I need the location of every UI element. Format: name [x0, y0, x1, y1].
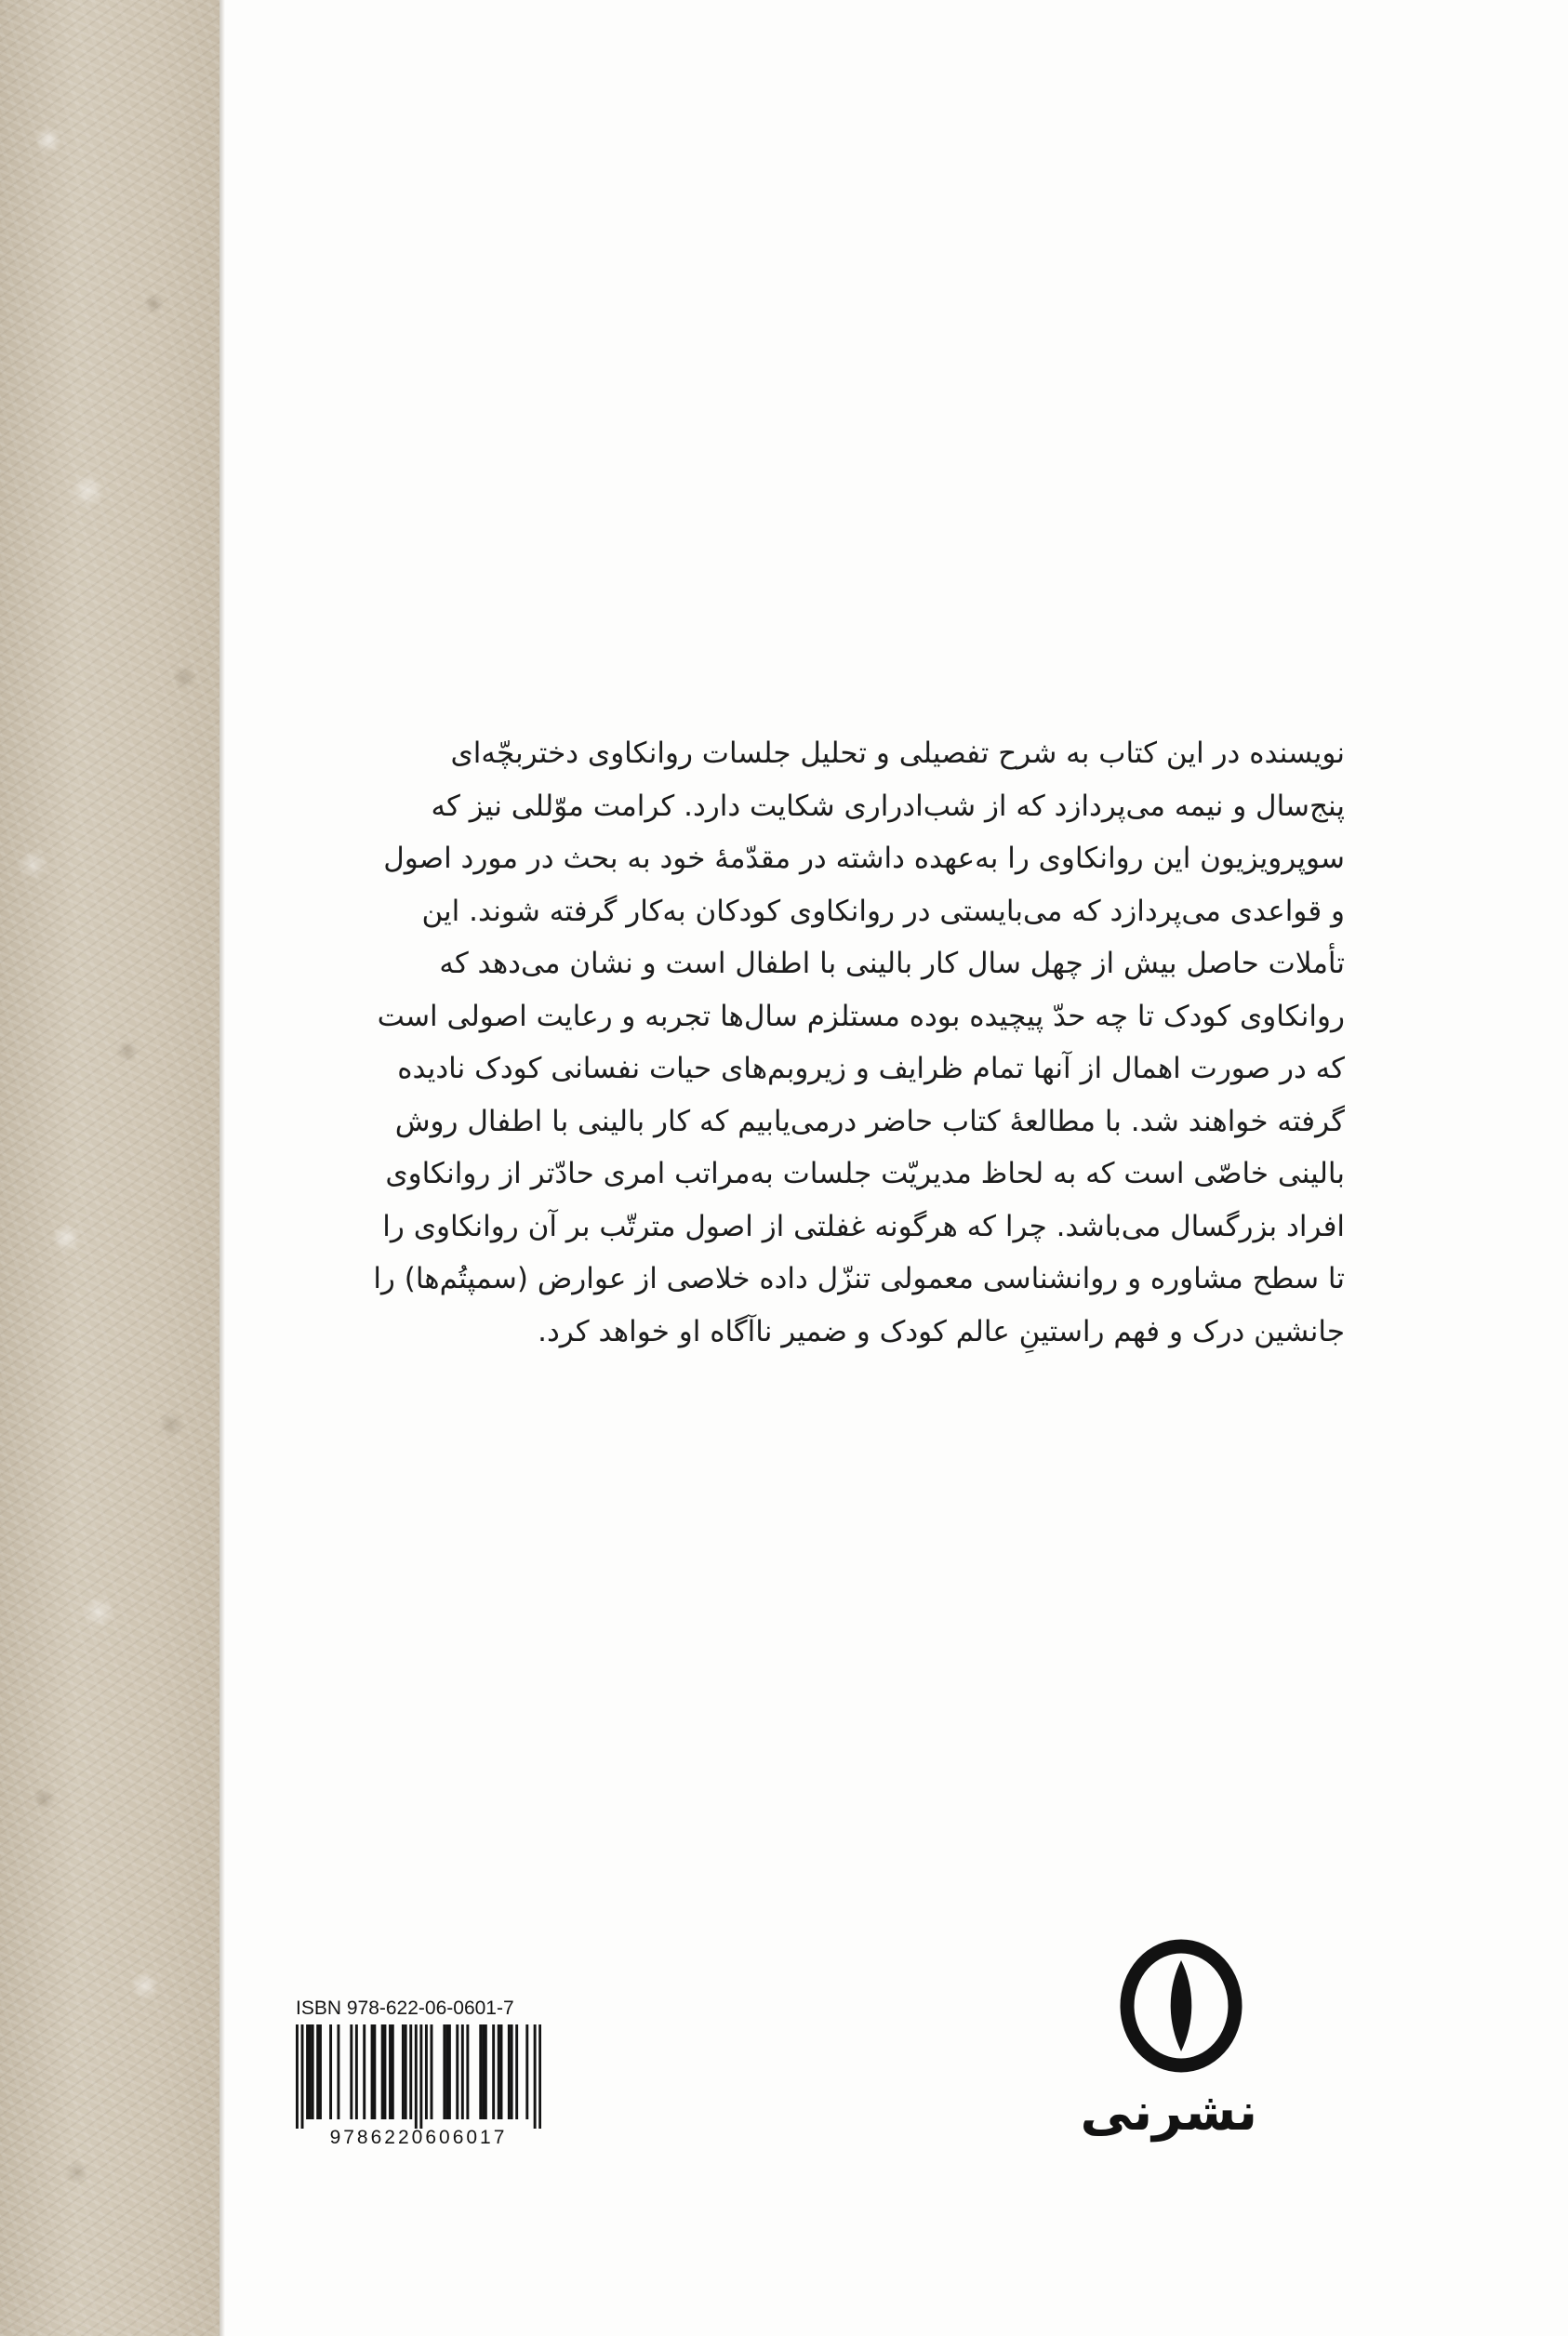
- barcode-bar: [389, 2024, 392, 2119]
- barcode-bar: [312, 2024, 314, 2119]
- barcode-bar: [402, 2024, 405, 2119]
- blurb-line: روانکاوی کودک تا چه حدّ پیچیده بوده مستلزم سال‌ها تجربه و رعایت اصولی است: [377, 999, 1345, 1033]
- blurb-line: جانشین درک و فهم راستینِ عالم کودک و ضمیر ناآگاه او خواهد کرد.: [538, 1314, 1345, 1348]
- blurb-line: تأملات حاصل بیش از چهل سال کار بالینی با اطفال است و نشان می‌دهد که: [439, 947, 1345, 980]
- barcode-bar: [456, 2024, 458, 2119]
- blurb-line: تا سطح مشاوره و روانشناسی معمولی تنزّل داده خلاصی از عوارض (سمپتُم‌ها) را: [373, 1262, 1345, 1295]
- back-cover-blurb: [268, 727, 1345, 1358]
- barcode-bar: [445, 2024, 448, 2119]
- blurb-line: بالینی خاصّی است که به لحاظ مدیریّت جلسات به‌مراتب امری حادّتر از روانکاوی: [385, 1157, 1345, 1190]
- barcode-bar: [419, 2024, 422, 2129]
- isbn-block: [296, 1998, 541, 2148]
- publisher-name: نشرنی: [1080, 2082, 1257, 2143]
- barcode-bar: [498, 2024, 500, 2119]
- blurb-line: که در صورت اهمال از آنها تمام ظرایف و زیروبم‌های حیات نفسانی کودک نادیده: [397, 1052, 1345, 1085]
- blurb-line: افراد بزرگسال می‌باشد. چرا که هرگونه غفلتی از اصول مترتّب بر آن روانکاوی را: [382, 1209, 1345, 1243]
- barcode-bar: [337, 2024, 339, 2119]
- barcode-bar: [425, 2024, 428, 2119]
- barcode-bar: [309, 2024, 312, 2119]
- barcode-bar: [363, 2024, 365, 2119]
- barcode-bar: [431, 2024, 433, 2119]
- barcode-bar: [405, 2024, 407, 2119]
- barcode-bar: [485, 2024, 487, 2119]
- barcode-bar: [316, 2024, 319, 2119]
- barcode-bar: [466, 2024, 469, 2119]
- barcode-bar: [482, 2024, 485, 2119]
- barcode-bar: [373, 2024, 376, 2119]
- barcode-icon: [296, 2024, 541, 2129]
- barcode-number: 9786220606017: [329, 2127, 508, 2148]
- spine-texture: [0, 0, 219, 2336]
- barcode-bar: [371, 2024, 374, 2119]
- barcode-bar: [515, 2024, 518, 2119]
- barcode-bar: [355, 2024, 358, 2119]
- barcode-bar: [409, 2024, 412, 2119]
- nashreney-leaf-in-circle-icon: [1117, 1936, 1245, 2076]
- barcode-bar: [383, 2024, 386, 2119]
- barcode-bar: [508, 2024, 511, 2119]
- barcode-bar: [329, 2024, 332, 2119]
- barcode-bar: [319, 2024, 322, 2119]
- blurb-line: گرفته خواهند شد. با مطالعهٔ کتاب حاضر درمی‌یابیم که کار بالینی با اطفال روش: [394, 1104, 1345, 1138]
- barcode-bar: [381, 2024, 384, 2119]
- isbn-label: ISBN 978-622-06-0601-7: [296, 1998, 514, 2019]
- barcode-bar: [448, 2024, 451, 2119]
- barcode-bar: [350, 2024, 352, 2119]
- barcode-bar: [525, 2024, 528, 2119]
- spine-shadow: [219, 0, 225, 2336]
- barcode-bar: [461, 2024, 464, 2119]
- barcode-bar: [492, 2024, 495, 2119]
- barcode-bar: [443, 2024, 445, 2119]
- publisher-logo: [1080, 1936, 1257, 2167]
- barcode-bar: [296, 2024, 299, 2129]
- barcode-bar: [301, 2024, 304, 2129]
- barcode-bar: [306, 2024, 309, 2119]
- blurb-line: سوپرویزیون این روانکاوی را به‌عهده داشته در مقدّمهٔ خود به بحث در مورد اصول: [383, 842, 1345, 875]
- barcode-bar: [392, 2024, 394, 2119]
- blurb-line: نویسنده در این کتاب به شرح تفصیلی و تحلیل جلسات روانکاوی دختربچّه‌ای: [450, 737, 1345, 770]
- blurb-line: و قواعدی می‌پردازد که می‌بایستی در روانکاوی کودکان به‌کار گرفته شوند. این: [421, 894, 1345, 928]
- barcode-bar: [415, 2024, 418, 2129]
- barcode-bar: [479, 2024, 482, 2119]
- barcode-bar: [534, 2024, 537, 2129]
- blurb-line: پنج‌سال و نیمه می‌پردازد که از شب‌ادراری شکایت دارد. کرامت موّللی نیز که: [431, 789, 1345, 823]
- barcode-bar: [511, 2024, 513, 2119]
- barcode-bar: [500, 2024, 503, 2119]
- barcode-bar: [538, 2024, 541, 2129]
